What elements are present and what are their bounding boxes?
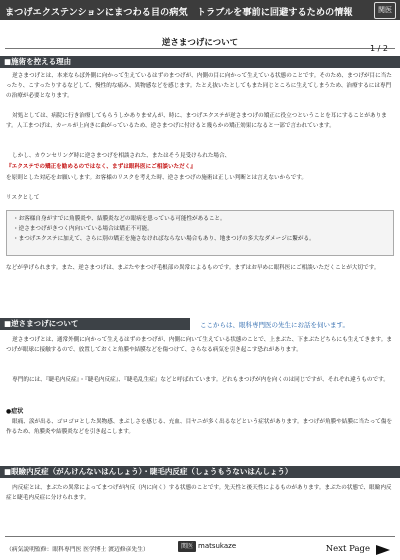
risk-item: ・お客様自身がすでに角膜炎や、結膜炎などの眼病を患っている可能性があること。 <box>13 216 226 222</box>
logo-mark: 関医 <box>178 541 196 552</box>
logo-text: matsukaze <box>198 542 237 550</box>
risk-label: リスクとして <box>6 195 40 201</box>
page-number: 1 / 2 <box>370 44 388 53</box>
section-heading-about: ■逆さまつげについて <box>0 318 190 330</box>
sec2-paragraph-2: 専門的には、『睫毛内反症』・『睫毛内反症』、『睫毛乱生症』などと呼ばれています。どれもまつげが内を向くのは同じですが、それぞれ違うものです。 <box>12 377 389 383</box>
sec1-paragraph-3: しかし、カウンセリング時に逆さまつげを相談された、またはそう見受けられた場合、 <box>12 153 231 159</box>
next-page-link[interactable]: Next Page <box>325 544 370 554</box>
risk-item: ・まつげエクステに加えて、さらに別の矯正を施さなければならない場合もあり、地まつげの多大なダメージに繋がる。 <box>13 236 315 242</box>
doctor-note: ここからは、眼科専門医の先生にお話を伺います。 <box>200 321 349 329</box>
header-badge: 関医 <box>374 2 396 19</box>
supervisor-credit: （病気説明監修：眼科専門医 医学博士 渡辺修彦先生） <box>6 547 149 553</box>
sec2-paragraph-3: 眼痛、涙が出る、ゴロゴロとした異物感、まぶしさを感じる、充血、目ヤニが多く出るなどという症状があります。まつげが角膜や結膜に当たって傷を作るため、角膜炎や結膜炎などを引き起こします。 <box>6 419 393 435</box>
sec1-paragraph-4: を原則とした対応をお願いします。お客様のリスクを考えた時、逆さまつげの施術は正しい判断とは言えないからです。 <box>6 175 308 181</box>
header-title: まつげエクステンションにまつわる目の病気 トラブルを事前に回避するための情報 <box>5 7 353 18</box>
sec3-paragraph-1: 内反症とは、まぶたの異常によってまつげが内反（内に向く）する状態のことです。先天性と後天性によるものがあります。まぶたの状態で、眼瞼内反症と睫毛内反症に分けられます。 <box>6 485 392 501</box>
sec1-paragraph-5: などが挙げられます。また、逆さまつげは、まぶたやまつげ毛根部の異常によるものです。まずはお早めに眼科医にご相談いただくことが大切です。 <box>6 265 380 271</box>
risk-box <box>6 210 394 256</box>
section-heading-entropion: ■眼瞼内反症（がんけんないはんしょう）・睫毛内反症（しょうもうないはんしょう） <box>0 466 400 478</box>
symptom-label: ●症状 <box>6 408 24 415</box>
title-rule <box>5 48 395 49</box>
footer-rule <box>5 536 395 537</box>
sec1-paragraph-1: 逆さまつげとは、本来ならば外側に向かって生えているはずのまつげが、内側の目に向かって生えている状態のことです。そのため、まつげが目に当たったり、こすったりするなどして、慢性的な痛み、異物感などを感じます。たとえ抜いたとしてもまた同じところに生えてしまうため、治療するには専門の治療が必要となります。 <box>6 73 392 99</box>
document-title: 逆さまつげについて <box>161 38 239 48</box>
risk-item: ・逆さまつげがきつく内向いている場合は矯正不可能。 <box>13 226 153 232</box>
section-heading-reasons: ■施術を控える理由 <box>0 56 400 68</box>
next-arrow-icon[interactable] <box>376 545 390 555</box>
footer-logo <box>178 541 236 552</box>
sec1-red-notice: 『エクステでの矯正を勧めるのではなく、まずは眼科医にご相談いただく』 <box>6 164 196 170</box>
sec1-paragraph-2: 対処としては、病院に行き治療してもらうしかありませんが、時に、まつげエクステが逆さまつげの矯正に役立つということを耳にすることがあります。人工まつげは、カールが上向きに曲がっているため、逆さまつげに付けると幾らかの矯正効果になると一部で言われています。 <box>6 113 387 129</box>
sec2-paragraph-1: 逆さまつげとは、通常外側に向かって生えるはずのまつげが、内側に向いて生えている状態のことで、上まぶた、下まぶたどちらにも生えてきます。まつげが眼球に接触するので、放置しておくと角膜や結膜などを傷つけて、さらなる病気を引き起こす恐れがあります。 <box>6 337 392 353</box>
header-bar <box>0 0 400 20</box>
